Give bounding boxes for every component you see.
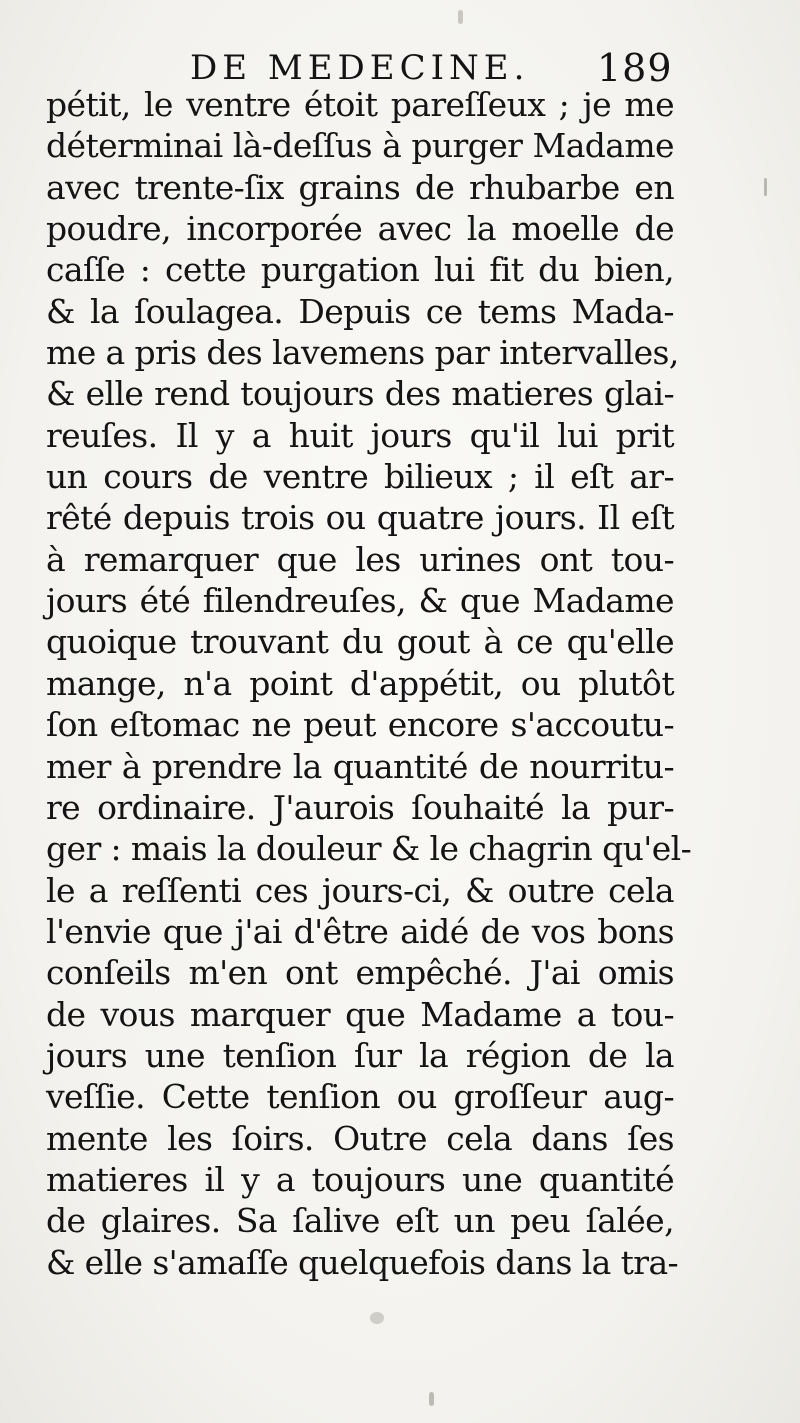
text-line: l'envie que j'ai d'être aidé de vos bons	[46, 911, 674, 951]
text-line: mente les ſoirs. Outre cela dans ſes	[46, 1118, 674, 1158]
paper-speck	[764, 178, 767, 196]
text-line: rêté depuis trois ou quatre jours. Il eſt	[46, 498, 674, 538]
text-line: ſon eſtomac ne peut encore s'accoutu-	[46, 705, 674, 745]
paper-speck	[429, 1392, 434, 1406]
text-line: caſſe : cette purgation lui fit du bien,	[46, 250, 674, 290]
text-line: conſeils m'en ont empêché. J'ai omis	[46, 953, 674, 993]
text-line: mer à prendre la quantité de nourritu-	[46, 746, 674, 786]
text-line: & la ſoulagea. Depuis ce tems Mada-	[46, 291, 674, 331]
text-line: & elle rend toujours des matieres glai-	[46, 374, 674, 414]
text-line: ger : mais la douleur & le chagrin qu'el-	[46, 829, 692, 869]
text-line: re ordinaire. J'aurois ſouhaité la pur-	[46, 787, 674, 827]
text-line: jours une tenſion ſur la région de la	[46, 1035, 674, 1075]
text-line: poudre, incorporée avec la moelle de	[46, 209, 674, 249]
text-line: quoique trouvant du gout à ce qu'elle	[46, 622, 674, 662]
paper-speck	[370, 1312, 384, 1324]
text-line: & elle s'amaſſe quelquefois dans la tra-	[46, 1242, 679, 1282]
text-line: un cours de ventre bilieux ; il eſt ar-	[46, 457, 674, 497]
text-line: pétit, le ventre étoit pareſſeux ; je me	[46, 85, 674, 124]
text-line: mange, n'a point d'appétit, ou plutôt	[46, 663, 674, 703]
text-line: de glaires. Sa ſalive eſt un peu ſalée,	[46, 1201, 674, 1241]
text-line: me a pris des lavemens par intervalles,	[46, 333, 679, 373]
text-line: le a reſſenti ces jours-ci, & outre cela	[46, 870, 674, 910]
text-line: matieres il y a toujours une quantité	[46, 1159, 674, 1199]
text-line: déterminai là-deſſus à purger Madame	[46, 126, 674, 166]
text-line: reuſes. Il y a huit jours qu'il lui prit	[46, 415, 674, 455]
text-line: veſſie. Cette tenſion ou groſſeur aug-	[46, 1077, 674, 1117]
page-number: 189	[597, 46, 673, 90]
body-text	[46, 84, 692, 1283]
text-line: à remarquer que les urines ont tou-	[46, 539, 674, 579]
paper-speck	[458, 10, 463, 24]
text-line: jours été filendreuſes, & que Madame	[46, 581, 674, 621]
text-line: avec trente-ſix grains de rhubarbe en	[46, 167, 674, 207]
running-head: DE MEDECINE.	[190, 48, 530, 88]
text-line: de vous marquer que Madame a tou-	[46, 994, 674, 1034]
